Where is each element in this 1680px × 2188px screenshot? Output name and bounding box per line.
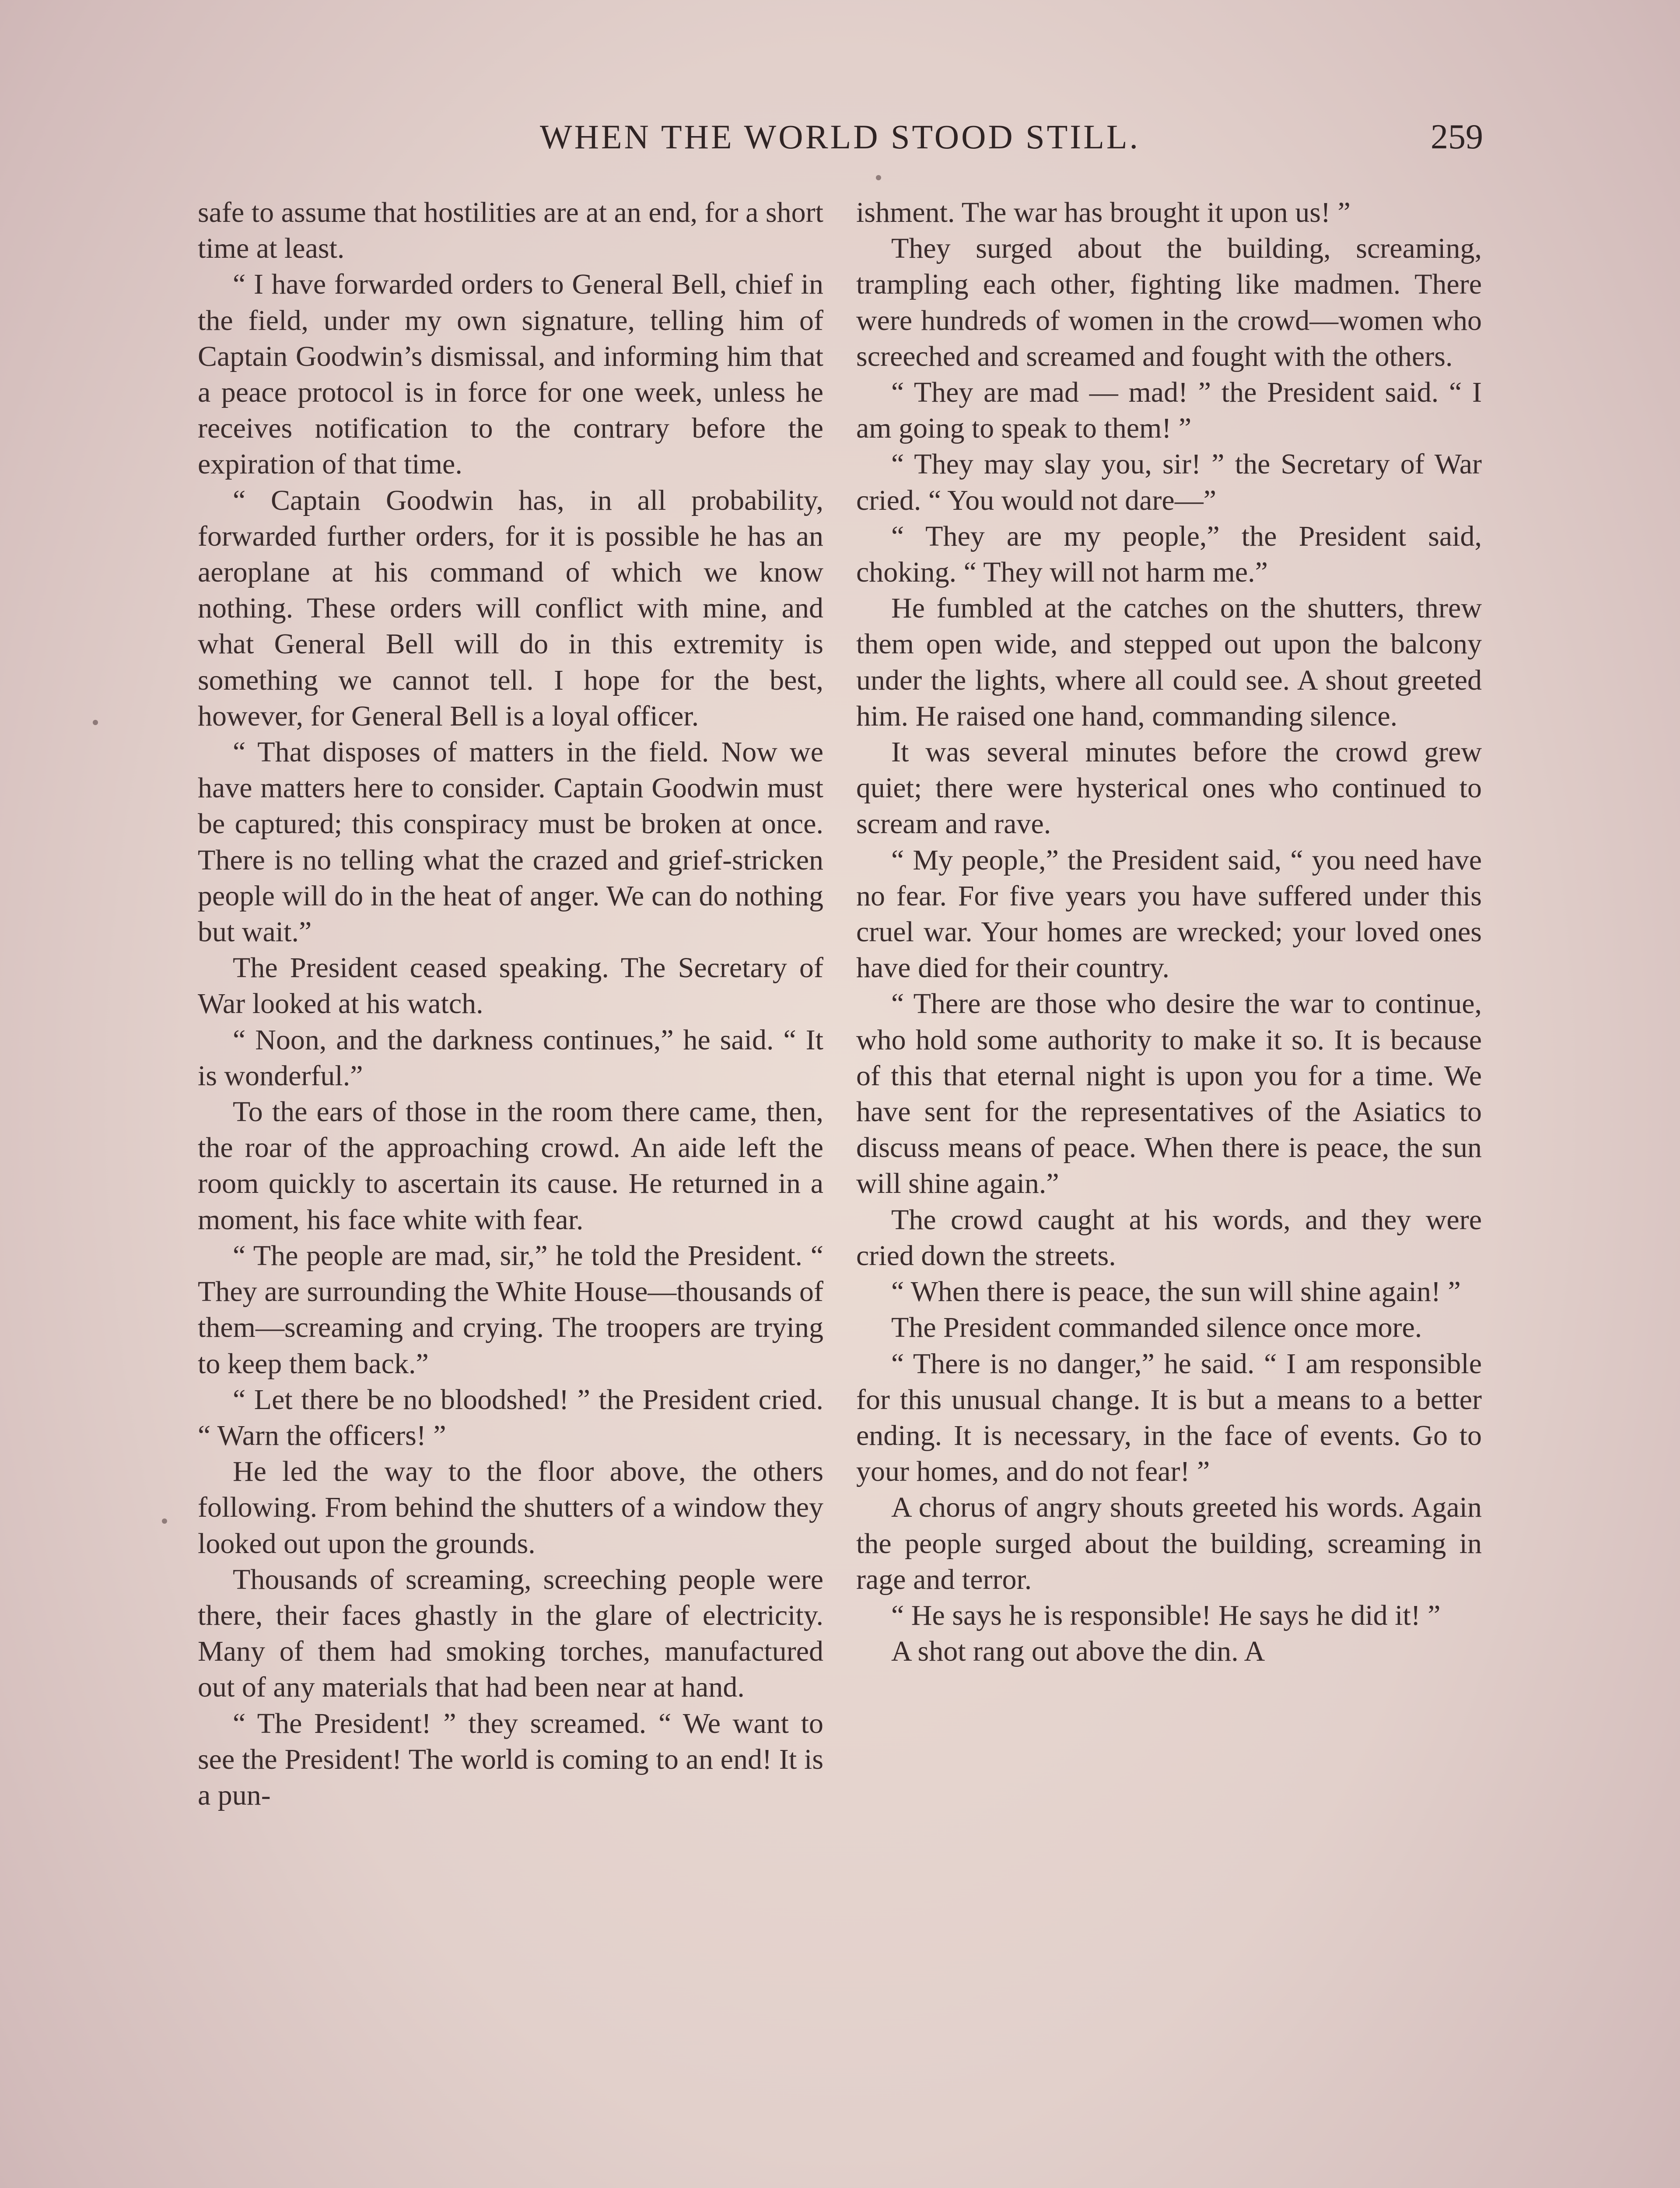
- paragraph: “ They are my people,” the President said, choking. “ They will not harm me.”: [856, 520, 1482, 589]
- page-number: 259: [1431, 118, 1483, 156]
- paragraph: “ There are those who desire the war to continue, who hold some authority to make it so. It is because of this that eternal night is upon you for a time. We have sent for the representatives of the Asiatics to discuss means of peace. When there is peace, the sun will shine again.”: [856, 988, 1482, 1200]
- paragraph: “ I have forwarded orders to General Bell, chief in the field, under my own signature, telling him of Captain Goodwin’s dismissal, and informing him that a peace protocol is in force for one week, unless he receives notification to the contrary before the expiration of that time.: [198, 268, 823, 480]
- paragraph: He led the way to the floor above, the others following. From behind the shutters of a window they looked out upon the grounds.: [198, 1455, 823, 1560]
- paragraph: “ There is no danger,” he said. “ I am responsible for this unusual change. It is but a means to a better ending. It is necessary, in the face of events. Go to your homes, and do not fear! ”: [856, 1347, 1482, 1488]
- paragraph: “ Noon, and the darkness continues,” he said. “ It is wonderful.”: [198, 1024, 823, 1092]
- right-text-column: [856, 195, 1482, 1669]
- paragraph: The President commanded silence once more.: [891, 1311, 1422, 1344]
- paragraph: “ They may slay you, sir! ” the Secretary of War cried. “ You would not dare—”: [856, 448, 1482, 516]
- paragraph: To the ears of those in the room there came, then, the roar of the approaching crowd. An aide left the room quickly to ascertain its cause. He returned in a moment, his face white with fear.: [198, 1096, 823, 1236]
- paragraph: The crowd caught at his words, and they were cried down the streets.: [856, 1203, 1482, 1272]
- paragraph: They surged about the building, screaming, trampling each other, fighting like madmen. There were hundreds of women in the crowd—women who screeched and screamed and fought with the others.: [856, 232, 1482, 372]
- paragraph: It was several minutes before the crowd grew quiet; there were hysterical ones who continued to scream and rave.: [856, 736, 1482, 840]
- running-head-title: WHEN THE WORLD STOOD STILL.: [539, 118, 1141, 156]
- paragraph: safe to assume that hostilities are at an end, for a short time at least.: [198, 196, 823, 265]
- paper-speck: [162, 1518, 167, 1524]
- paragraph: ishment. The war has brought it upon us! ”: [856, 196, 1351, 228]
- paragraph: A shot rang out above the din. A: [891, 1635, 1265, 1668]
- paragraph: “ Let there be no bloodshed! ” the President cried. “ Warn the officers! ”: [198, 1383, 823, 1452]
- paper-speck: [93, 720, 98, 725]
- paragraph: A chorus of angry shouts greeted his words. Again the people surged about the building, screaming in rage and terror.: [856, 1491, 1482, 1595]
- left-text-column: [198, 195, 823, 1813]
- paragraph: “ They are mad — mad! ” the President said. “ I am going to speak to them! ”: [856, 376, 1482, 445]
- paragraph: He fumbled at the catches on the shutters, threw them open wide, and stepped out upon the balcony under the lights, where all could see. A shout greeted him. He raised one hand, commanding silence.: [856, 592, 1482, 732]
- paragraph: “ The President! ” they screamed. “ We want to see the President! The world is coming to an end! It is a pun-: [198, 1707, 823, 1811]
- paragraph: “ When there is peace, the sun will shine again! ”: [891, 1276, 1461, 1308]
- paragraph: Thousands of screaming, screeching people were there, their faces ghastly in the glare of electricity. Many of them had smoking torches, manufactured out of any materials that had been near at hand.: [198, 1563, 823, 1704]
- paper-speck: [876, 175, 881, 180]
- paragraph: “ The people are mad, sir,” he told the President. “ They are surrounding the White House—thousands of them—screaming and crying. The troopers are trying to keep them back.”: [198, 1239, 823, 1380]
- paragraph: “ He says he is responsible! He says he did it! ”: [891, 1599, 1441, 1631]
- paragraph: “ Captain Goodwin has, in all probability, forwarded further orders, for it is possible he has an aeroplane at his command of which we know nothing. These orders will conflict with mine, and what General Bell will do in this extremity is something we cannot tell. I hope for the best, however, for General Bell is a loyal officer.: [198, 484, 823, 732]
- paragraph: The President ceased speaking. The Secretary of War looked at his watch.: [198, 952, 823, 1020]
- paragraph: “ My people,” the President said, “ you need have no fear. For five years you have suffered under this cruel war. Your homes are wrecked; your loved ones have died for their country.: [856, 844, 1482, 984]
- paragraph: “ That disposes of matters in the field. Now we have matters here to consider. Captain Goodwin must be captured; this conspiracy must be broken at once. There is no telling what the crazed and grief-stricken people will do in the heat of anger. We can do nothing but wait.”: [198, 736, 823, 948]
